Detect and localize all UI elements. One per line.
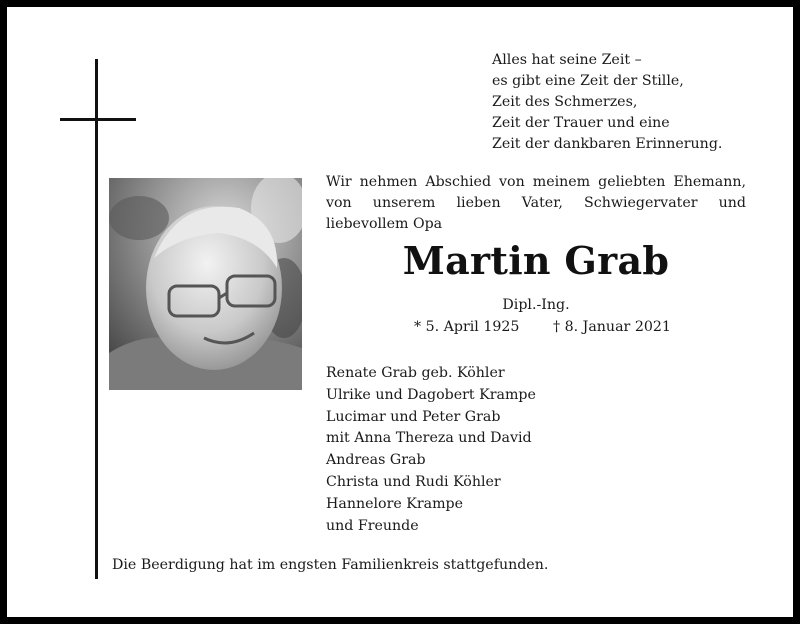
mourner-group: [326, 494, 536, 515]
intro-text: Wir nehmen Abschied von meinem geliebten Ehemann, von unserem lieben Vater, Schwiegervater und liebevollem Opa: [326, 174, 746, 232]
death-date: † 8. Januar 2021: [553, 319, 671, 335]
mourner-line: Hannelore Krampe: [326, 496, 464, 512]
mourner-line: Renate Grab geb. Köhler: [326, 365, 505, 381]
poem: [492, 50, 722, 155]
mourners-list: [326, 363, 536, 538]
poem-line: es gibt eine Zeit der Stille,: [492, 73, 684, 89]
poem-line: Zeit des Schmerzes,: [492, 94, 638, 110]
mourner-group: [326, 363, 536, 384]
deceased-name: Martin Grab: [402, 238, 670, 283]
mourner-line: und Freunde: [326, 518, 419, 534]
mourner-group: [326, 472, 536, 493]
funeral-note: Die Beerdigung hat im engsten Familienkreis stattgefunden.: [112, 557, 549, 573]
mourner-line: mit Anna Thereza und David: [326, 430, 532, 446]
poem-line: Zeit der Trauer und eine: [492, 115, 670, 131]
poem-line: Zeit der dankbaren Erinnerung.: [492, 136, 723, 152]
mourner-line: Lucimar und Peter Grab: [326, 409, 501, 425]
birth-date: * 5. April 1925: [414, 319, 520, 335]
mourner-line: Christa und Rudi Köhler: [326, 474, 501, 490]
mourner-line: Ulrike und Dagobert Krampe: [326, 387, 536, 403]
portrait-illustration: [109, 178, 302, 390]
cross-vertical-bar: [95, 59, 98, 579]
mourner-group: [326, 450, 536, 471]
mourner-line: Andreas Grab: [326, 452, 426, 468]
mourner-group: [326, 385, 536, 406]
mourner-group: [326, 407, 536, 449]
mourner-group: [326, 516, 536, 537]
deceased-title: Dipl.-Ing.: [502, 297, 570, 313]
portrait-photo: [109, 178, 302, 390]
cross-horizontal-bar: [60, 118, 136, 121]
poem-line: Alles hat seine Zeit –: [492, 52, 642, 68]
